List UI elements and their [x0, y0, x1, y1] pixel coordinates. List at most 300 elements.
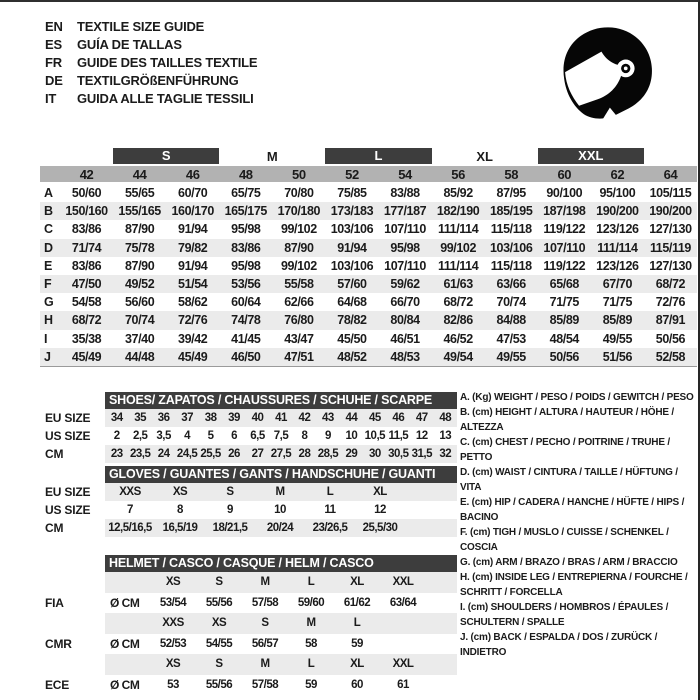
value-cell: 63/64 [389, 596, 417, 609]
shoes-size-table [40, 392, 457, 463]
size-value-cell: 99/102 [280, 258, 317, 273]
size-value-cell: 47/51 [284, 349, 314, 364]
size-value-cell: 170/180 [277, 204, 321, 219]
size-value-cell: 47/53 [496, 331, 526, 346]
row-letter: H [44, 313, 53, 328]
value-cell: 24,5 [176, 448, 198, 460]
value-cell: 11,5 [388, 430, 409, 442]
size-value-cell: 91/94 [178, 258, 208, 273]
size-number-cell: 50 [292, 166, 306, 182]
size-value-cell: 71/75 [602, 295, 632, 310]
value-cell: 8 [301, 430, 308, 442]
size-value-cell: 56/60 [124, 295, 155, 310]
value-cell: 7 [127, 504, 133, 516]
value-cell: 39 [228, 412, 240, 424]
helmet-values [105, 613, 457, 634]
value-cell: XL [350, 576, 364, 589]
value-cell: 20/24 [266, 522, 294, 534]
size-group-l: L [325, 148, 431, 164]
shoes-row [40, 445, 457, 463]
size-value-cell: 190/200 [596, 204, 639, 219]
gloves-rows [40, 483, 457, 537]
size-value-cell: 43/47 [284, 331, 314, 346]
size-value-cell: 68/72 [71, 313, 102, 328]
row-letter: C [44, 222, 53, 237]
value-cell: 57/58 [251, 596, 279, 609]
value-cell: 41 [275, 412, 287, 424]
value-cell: M [275, 486, 285, 498]
value-cell: 47 [415, 412, 428, 424]
value-cell: 29 [345, 448, 358, 460]
value-cell: L [353, 617, 361, 630]
helmet-values [105, 593, 457, 614]
size-value-cell: 155/165 [118, 204, 161, 219]
row-label: CMR [45, 636, 72, 651]
size-value-cell: 103/106 [330, 258, 374, 273]
value-cell: 2,5 [132, 430, 148, 442]
gloves-title-bar: GLOVES / GUANTES / GANTS / HANDSCHUHE / GUANTI [105, 466, 457, 483]
value-cell: 26 [228, 448, 240, 460]
size-value-cell: 51/54 [178, 277, 208, 292]
legend-item: A. (Kg) WEIGHT / PESO / POIDS / GEWITCH / PESO [460, 392, 694, 403]
size-value-cell: 46/50 [231, 349, 261, 364]
size-value-cell: 53/56 [231, 277, 261, 292]
helmet-values [105, 654, 457, 675]
size-value-cell: 83/86 [71, 222, 102, 237]
value-cell: XL [373, 486, 387, 498]
racing-helmet-icon [552, 18, 664, 130]
size-value-cell: 45/49 [178, 349, 208, 364]
value-cell: 30 [368, 448, 381, 460]
value-cell: 59 [305, 678, 317, 691]
size-value-cell: 48/54 [549, 331, 579, 346]
size-value-cell: 80/84 [390, 313, 420, 328]
size-value-cell: 60/70 [178, 186, 208, 201]
legend-item: E. (cm) HIP / CADERA / HANCHE / HÜFTE / HIPS / BACINO [460, 497, 685, 523]
size-group-xxl: XXL [538, 148, 644, 164]
value-cell: 27,5 [270, 448, 292, 460]
value-cell: XXL [392, 576, 414, 589]
value-cell: 10 [274, 504, 286, 516]
row-letter: D [44, 240, 53, 255]
size-value-cell: 78/82 [337, 313, 367, 328]
measure-row-j [40, 348, 697, 366]
value-cell: 13 [439, 430, 452, 442]
size-number-cell: 44 [132, 166, 147, 182]
size-value-cell: 123/126 [596, 258, 639, 273]
size-value-cell: 84/88 [496, 313, 526, 328]
value-cell: 52/53 [159, 637, 187, 650]
size-value-cell: 83/86 [71, 258, 102, 273]
helmet-title-bar: HELMET / CASCO / CASQUE / HELM / CASCO [105, 555, 457, 572]
size-value-cell: 160/170 [171, 204, 214, 219]
size-value-cell: 111/114 [437, 222, 479, 237]
size-value-cell: 75/78 [124, 240, 155, 255]
size-number-cell: 60 [557, 166, 572, 182]
measure-row-b [40, 202, 697, 220]
size-value-cell: 105/115 [649, 186, 692, 201]
value-cell: XXL [392, 658, 414, 671]
gloves-values [105, 501, 457, 519]
size-value-cell: 57/60 [337, 277, 367, 292]
size-number-cell: 46 [185, 166, 200, 182]
size-value-cell: 35/38 [71, 331, 102, 346]
value-cell: 46 [392, 412, 405, 424]
value-cell: 53 [167, 678, 179, 691]
language-row [45, 54, 257, 72]
legend-item: C. (cm) CHEST / PECHO / POITRINE / TRUHE / PETTO [460, 437, 670, 463]
size-value-cell: 55/58 [284, 277, 314, 292]
size-number-cell: 64 [663, 166, 678, 182]
size-value-cell: 62/66 [284, 295, 314, 310]
value-cell: 8 [177, 504, 183, 516]
size-value-cell: 111/114 [437, 258, 479, 273]
measure-row-g [40, 293, 697, 311]
value-cell: 16,5/19 [162, 522, 198, 534]
value-cell: 61/62 [343, 596, 371, 609]
row-letter: G [44, 295, 54, 310]
language-title: TEXTILGRÖßENFÜHRUNG [77, 73, 239, 88]
value-cell: 23 [110, 448, 123, 460]
size-value-cell: 115/119 [649, 240, 691, 255]
value-cell: 55/56 [205, 596, 233, 609]
value-cell: 59 [351, 637, 363, 650]
shoes-title-bar: SHOES/ ZAPATOS / CHAUSSURES / SCHUHE / SCARPE [105, 392, 457, 409]
measure-row-i [40, 330, 697, 348]
language-title: TEXTILE SIZE GUIDE [77, 19, 205, 34]
value-cell: 35 [134, 412, 147, 424]
row-label: EU SIZE [45, 485, 91, 499]
row-letter: E [44, 258, 52, 273]
size-value-cell: 74/78 [231, 313, 261, 328]
size-number-cell: 42 [79, 166, 94, 182]
row-label: CM [45, 447, 64, 461]
language-row [45, 36, 257, 54]
value-cell: 48 [439, 412, 452, 424]
size-value-cell: 103/106 [490, 240, 533, 255]
value-cell: XS [165, 658, 181, 671]
size-value-cell: 119/122 [543, 222, 586, 237]
size-value-cell: 72/76 [655, 295, 686, 310]
size-value-cell: 87/95 [496, 186, 526, 201]
size-value-cell: 87/91 [655, 313, 686, 328]
row-label: US SIZE [45, 503, 91, 517]
row-letter: F [44, 277, 52, 292]
value-cell: 18/21,5 [212, 522, 248, 534]
size-value-cell: 70/74 [124, 313, 155, 328]
size-number-cell: 58 [504, 166, 519, 182]
measure-row-h [40, 311, 697, 329]
size-value-cell: 48/52 [337, 349, 367, 364]
row-label: FIA [45, 595, 64, 610]
value-cell: S [215, 658, 223, 671]
language-title: GUIDE DES TAILLES TEXTILE [77, 55, 258, 70]
size-value-cell: 90/100 [546, 186, 583, 201]
legend-item: H. (cm) INSIDE LEG / ENTREPIERNA / FOURCHE / SCHRITT / FORCELLA [460, 572, 688, 598]
measure-row-d [40, 239, 697, 257]
value-cell: XS [172, 486, 188, 498]
size-number-cell: 62 [610, 166, 625, 182]
measure-row-f [40, 275, 697, 293]
language-row [45, 72, 257, 90]
helmet-row [40, 654, 457, 675]
legend-item: F. (cm) TIGH / MUSLO / CUISSE / SCHENKEL / COSCIA [460, 527, 669, 553]
size-value-cell: 67/70 [602, 277, 632, 292]
row-label: EU SIZE [45, 411, 91, 425]
size-value-cell: 85/89 [549, 313, 579, 328]
size-value-cell: 45/49 [71, 349, 102, 364]
size-value-cell: 37/40 [124, 331, 155, 346]
diameter-unit: Ø CM [110, 636, 140, 651]
size-value-cell: 123/126 [596, 222, 639, 237]
helmet-values [105, 634, 457, 655]
size-value-cell: 83/86 [231, 240, 261, 255]
value-cell: 3,5 [156, 430, 171, 442]
helmet-row [40, 675, 457, 696]
size-value-cell: 119/122 [543, 258, 586, 273]
value-cell: M [260, 658, 270, 671]
legend-item: B. (cm) HEIGHT / ALTURA / HAUTEUR / HÖHE / ALTEZZA [460, 407, 675, 433]
helmet-rows [40, 572, 457, 695]
value-cell: 42 [298, 412, 311, 424]
gloves-values [105, 519, 457, 537]
size-value-cell: 82/86 [443, 313, 473, 328]
value-cell: S [261, 617, 269, 630]
value-cell: S [215, 576, 223, 589]
size-value-cell: 103/106 [330, 222, 374, 237]
measure-row-a [40, 184, 697, 202]
value-cell: L [307, 576, 315, 589]
size-value-cell: 60/64 [231, 295, 261, 310]
size-value-cell: 115/118 [490, 222, 532, 237]
row-letter: I [44, 331, 48, 346]
value-cell: 2 [113, 430, 120, 442]
value-cell: 28 [298, 448, 311, 460]
size-group-m: M [266, 148, 278, 164]
size-value-cell: 107/110 [543, 240, 586, 255]
helmet-row [40, 634, 457, 655]
size-value-cell: 75/85 [337, 186, 367, 201]
language-code: ES [45, 37, 62, 52]
size-value-cell: 49/52 [124, 277, 155, 292]
language-title: GUÍA DE TALLAS [77, 37, 182, 52]
value-cell: 44 [345, 412, 358, 424]
gloves-values [105, 483, 457, 501]
size-value-cell: 55/65 [124, 186, 155, 201]
language-code: EN [45, 19, 63, 34]
value-cell: 28,5 [317, 448, 339, 460]
value-cell: 9 [324, 430, 331, 442]
row-letter: J [44, 349, 51, 364]
size-value-cell: 71/75 [549, 295, 579, 310]
value-cell: 60 [351, 678, 363, 691]
size-value-cell: 91/94 [178, 222, 208, 237]
value-cell: 12 [374, 504, 386, 516]
shoes-values [105, 427, 457, 445]
gloves-row [40, 483, 457, 501]
value-cell: M [306, 617, 316, 630]
shoes-rows [40, 409, 457, 463]
size-value-cell: 107/110 [384, 258, 426, 273]
size-value-cell: 39/42 [178, 331, 208, 346]
measurement-legend [460, 390, 698, 660]
value-cell: 25,5/30 [362, 522, 398, 534]
value-cell: 12 [415, 430, 428, 442]
size-value-cell: 49/54 [443, 349, 473, 364]
size-number-cell: 56 [451, 166, 465, 182]
language-header-block [45, 18, 257, 108]
shoes-values [105, 409, 457, 427]
value-cell: 40 [251, 412, 264, 424]
size-value-cell: 41/45 [231, 331, 261, 346]
size-value-cell: 91/94 [337, 240, 367, 255]
value-cell: 9 [227, 504, 233, 516]
size-value-cell: 99/102 [280, 222, 317, 237]
shoes-row [40, 427, 457, 445]
value-cell: 58 [305, 637, 317, 650]
size-value-cell: 70/74 [496, 295, 526, 310]
value-cell: 57/58 [251, 678, 279, 691]
size-group-s: S [113, 148, 219, 164]
size-value-cell: 46/51 [390, 331, 420, 346]
value-cell: 36 [157, 412, 170, 424]
value-cell: 59/60 [297, 596, 325, 609]
legend-item: G. (cm) ARM / BRAZO / BRAS / ARM / BRACCIO [460, 557, 678, 568]
helmet-values [105, 675, 457, 696]
size-value-cell: 83/88 [390, 186, 420, 201]
size-value-cell: 44/48 [124, 349, 155, 364]
size-value-cell: 150/160 [65, 204, 108, 219]
size-value-cell: 190/200 [649, 204, 692, 219]
row-label: US SIZE [45, 429, 91, 443]
helmet-row [40, 593, 457, 614]
value-cell: M [260, 576, 270, 589]
size-value-cell: 79/82 [178, 240, 208, 255]
measure-row-e [40, 257, 697, 275]
language-row [45, 90, 257, 108]
row-letter: A [44, 186, 53, 201]
value-cell: 10,5 [364, 430, 386, 442]
value-cell: 53/54 [159, 596, 187, 609]
size-value-cell: 87/90 [284, 240, 314, 255]
value-cell: 25,5 [200, 448, 221, 460]
size-value-cell: 95/98 [231, 222, 261, 237]
gloves-row [40, 519, 457, 537]
value-cell: 6 [231, 430, 238, 442]
size-value-cell: 54/58 [71, 295, 102, 310]
value-cell: 56/57 [251, 637, 279, 650]
legend-item: I. (cm) SHOULDERS / HOMBROS / ÉPAULES / SCHULTERN / SPALLE [460, 602, 669, 628]
value-cell: XS [211, 617, 227, 630]
size-value-cell: 87/90 [124, 222, 155, 237]
size-value-cell: 46/52 [443, 331, 473, 346]
size-value-cell: 49/55 [602, 331, 632, 346]
size-value-cell: 111/114 [597, 240, 638, 255]
size-value-cell: 51/56 [602, 349, 632, 364]
diameter-unit: Ø CM [110, 595, 140, 610]
value-cell: 5 [207, 430, 214, 442]
value-cell: XS [165, 576, 181, 589]
size-value-cell: 165/175 [224, 204, 267, 219]
value-cell: 10 [345, 430, 358, 442]
size-value-cell: 65/68 [549, 277, 579, 292]
size-value-cell: 173/183 [330, 204, 374, 219]
value-cell: L [326, 486, 334, 498]
helmet-size-table [40, 555, 457, 695]
size-value-cell: 95/100 [599, 186, 636, 201]
size-number-cell: 52 [345, 166, 359, 182]
shoes-values [105, 445, 457, 463]
size-value-cell: 50/60 [71, 186, 102, 201]
legend-item: J. (cm) BACK / ESPALDA / DOS / ZURÜCK / INDIETRO [460, 632, 658, 658]
size-value-cell: 72/76 [178, 313, 208, 328]
value-cell: 55/56 [205, 678, 233, 691]
size-value-cell: 70/80 [284, 186, 314, 201]
size-value-cell: 187/198 [543, 204, 586, 219]
value-cell: 23,5 [129, 448, 151, 460]
size-value-cell: 71/74 [71, 240, 102, 255]
size-value-cell: 127/130 [649, 222, 692, 237]
size-value-cell: 85/92 [443, 186, 473, 201]
value-cell: 37 [181, 412, 194, 424]
size-value-cell: 182/190 [436, 204, 480, 219]
size-group-xl: XL [476, 148, 493, 164]
value-cell: 4 [184, 430, 191, 442]
size-value-cell: 63/66 [496, 277, 526, 292]
helmet-values [105, 572, 457, 593]
helmet-row [40, 613, 457, 634]
value-cell: 32 [439, 448, 452, 460]
size-value-cell: 185/195 [490, 204, 533, 219]
value-cell: 30,5 [388, 448, 409, 460]
size-value-cell: 115/118 [490, 258, 532, 273]
size-value-cell: 48/53 [390, 349, 420, 364]
language-row [45, 18, 257, 36]
value-cell: 61 [397, 678, 409, 691]
size-number-cell: 48 [238, 166, 253, 182]
size-value-cell: 59/62 [390, 277, 420, 292]
size-value-cell: 65/75 [231, 186, 261, 201]
size-value-cell: 87/90 [124, 258, 155, 273]
size-value-cell: 68/72 [443, 295, 473, 310]
size-value-cell: 95/98 [390, 240, 420, 255]
size-value-cell: 107/110 [384, 222, 426, 237]
value-cell: 34 [110, 412, 123, 424]
value-cell: 6,5 [250, 430, 265, 442]
value-cell: 24 [157, 448, 170, 460]
size-value-cell: 49/55 [496, 349, 526, 364]
value-cell: 7,5 [273, 430, 289, 442]
row-label: ECE [45, 677, 70, 692]
size-value-cell: 50/56 [655, 331, 686, 346]
size-value-cell: 95/98 [231, 258, 261, 273]
value-cell: 27 [251, 448, 264, 460]
size-value-cell: 50/56 [549, 349, 579, 364]
size-value-cell: 127/130 [649, 258, 692, 273]
size-group-row [40, 148, 697, 164]
value-cell: S [226, 486, 234, 498]
value-cell: XXS [119, 486, 141, 498]
value-cell: L [307, 658, 315, 671]
size-value-cell: 61/63 [443, 277, 473, 292]
value-cell: 12,5/16,5 [108, 522, 152, 534]
language-title: GUIDA ALLE TAGLIE TESSILI [77, 91, 254, 106]
diameter-unit: Ø CM [110, 677, 140, 692]
value-cell: 45 [368, 412, 381, 424]
size-value-cell: 58/62 [178, 295, 208, 310]
value-cell: 38 [204, 412, 217, 424]
size-value-cell: 68/72 [655, 277, 686, 292]
